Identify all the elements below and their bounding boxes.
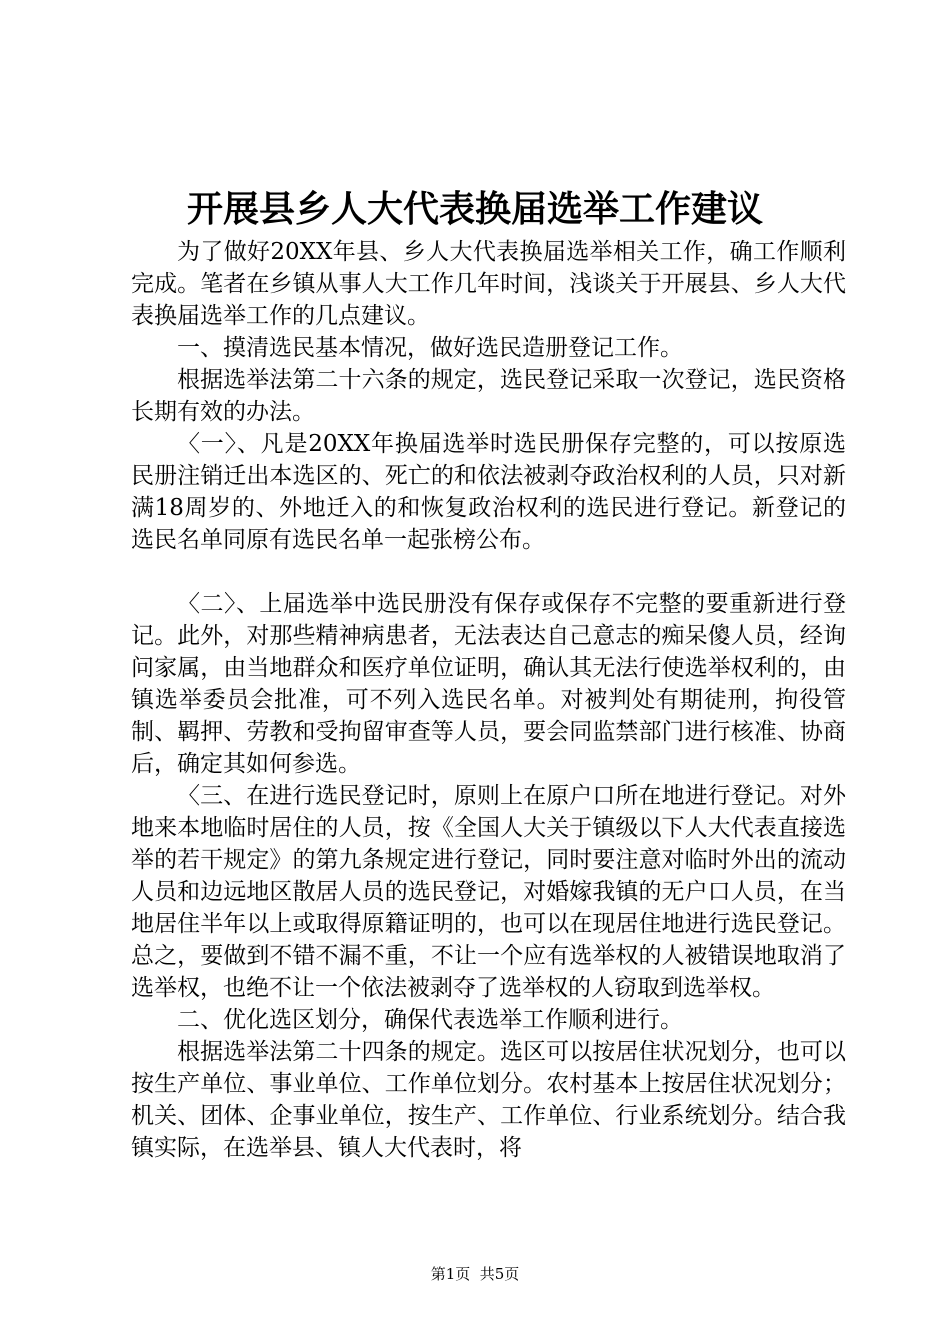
- paragraph-item-1: 〈一〉、凡是20XX年换届选举时选民册保存完整的，可以按原选民册注销迁出本选区的、死亡的和依法被剥夺政治权利的人员，只对新满18周岁的、外地迁入的和恢复政治权利的选民进行登记。新登记的选民名单同原有选民名单一起张榜公布。: [131, 431, 846, 553]
- paragraph-intro: 为了做好20XX年县、乡人大代表换届选举相关工作，确工作顺利完成。笔者在乡镇从事人大工作几年时间，浅谈关于开展县、乡人大代表换届选举工作的几点建议。: [131, 239, 846, 329]
- document-body: [131, 236, 846, 1164]
- document-title: 开展县乡人大代表换届选举工作建议: [186, 188, 763, 230]
- section-heading-1: 一、摸清选民基本情况，做好选民造册登记工作。: [177, 335, 683, 361]
- paragraph-registration-rule: 根据选举法第二十六条的规定，选民登记采取一次登记，选民资格长期有效的办法。: [131, 367, 846, 425]
- page-footer: 第1页 共5页: [430, 1265, 520, 1283]
- section-heading-2: 二、优化选区划分，确保代表选举工作顺利进行。: [177, 1007, 683, 1033]
- paragraph-district-division: 根据选举法第二十四条的规定。选区可以按居住状况划分，也可以按生产单位、事业单位、工作单位划分。农村基本上按居住状况划分；机关、团体、企事业单位，按生产、工作单位、行业系统划分。结合我镇实际，在选举县、镇人大代表时，将: [131, 1039, 846, 1161]
- paragraph-item-3: 〈三、在进行选民登记时，原则上在原户口所在地进行登记。对外地来本地临时居住的人员，按《全国人大关于镇级以下人大代表直接选举的若干规定》的第九条规定进行登记，同时要注意对临时外出的流动人员和边远地区散居人员的选民登记，对婚嫁我镇的无户口人员，在当地居住半年以上或取得原籍证明的，也可以在现居住地进行选民登记。总之，要做到不错不漏不重，不让一个应有选举权的人被错误地取消了选举权，也绝不让一个依法被剥夺了选举权的人窃取到选举权。: [131, 783, 846, 1001]
- paragraph-item-2: 〈二〉、上届选举中选民册没有保存或保存不完整的要重新进行登记。此外，对那些精神病患者，无法表达自己意志的痴呆傻人员，经询问家属，由当地群众和医疗单位证明，确认其无法行使选举权利的，由镇选举委员会批准，可不列入选民名单。对被判处有期徒刑，拘役管制、羁押、劳教和受拘留审查等人员，要会同监禁部门进行核准、协商后，确定其如何参选。: [131, 591, 846, 777]
